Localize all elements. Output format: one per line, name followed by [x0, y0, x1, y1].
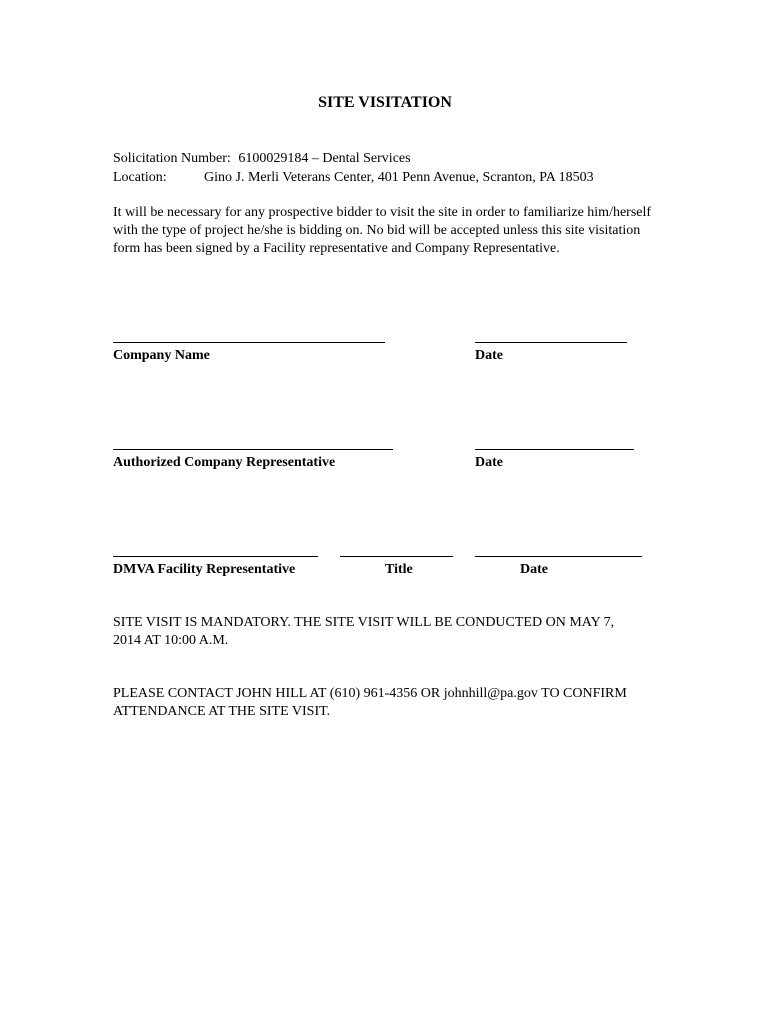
- company-date-label: Date: [475, 348, 503, 363]
- company-name-label: Company Name: [113, 348, 210, 363]
- authorized-rep-label: Authorized Company Representative: [113, 455, 336, 470]
- solicitation-label: Solicitation Number:: [113, 151, 231, 166]
- dmva-title-label: Title: [385, 562, 413, 577]
- dmva-rep-label: DMVA Facility Representative: [113, 562, 296, 577]
- mandatory-notice: SITE VISIT IS MANDATORY. THE SITE VISIT WILL BE CONDUCTED ON MAY 7, 2014 AT 10:00 A.M.: [113, 615, 615, 648]
- document-title: SITE VISITATION: [318, 94, 452, 111]
- dmva-title-signature-line: [340, 556, 453, 557]
- dmva-rep-signature-line: [113, 556, 318, 557]
- authorized-date-label: Date: [475, 455, 503, 470]
- solicitation-value: 6100029184 – Dental Services: [238, 151, 411, 166]
- company-name-signature-line: [113, 342, 385, 343]
- dmva-date-label: Date: [520, 562, 548, 577]
- contact-notice: PLEASE CONTACT JOHN HILL AT (610) 961-4356 OR johnhill@pa.gov TO CONFIRM ATTENDANCE AT THE SITE VISIT.: [113, 686, 627, 719]
- dmva-date-signature-line: [475, 556, 642, 557]
- company-date-signature-line: [475, 342, 627, 343]
- intro-paragraph: It will be necessary for any prospective bidder to visit the site in order to familiarize him/herself with the type of project he/she is bidding on. No bid will be accepted unless this site visitation form has been signed by a Facility representative and Company Representative.: [113, 205, 652, 256]
- authorized-date-signature-line: [475, 449, 634, 450]
- authorized-rep-signature-line: [113, 449, 393, 450]
- location-value: Gino J. Merli Veterans Center, 401 Penn Avenue, Scranton, PA 18503: [204, 170, 594, 185]
- solicitation-line: [113, 150, 411, 168]
- location-label: Location:: [113, 170, 167, 185]
